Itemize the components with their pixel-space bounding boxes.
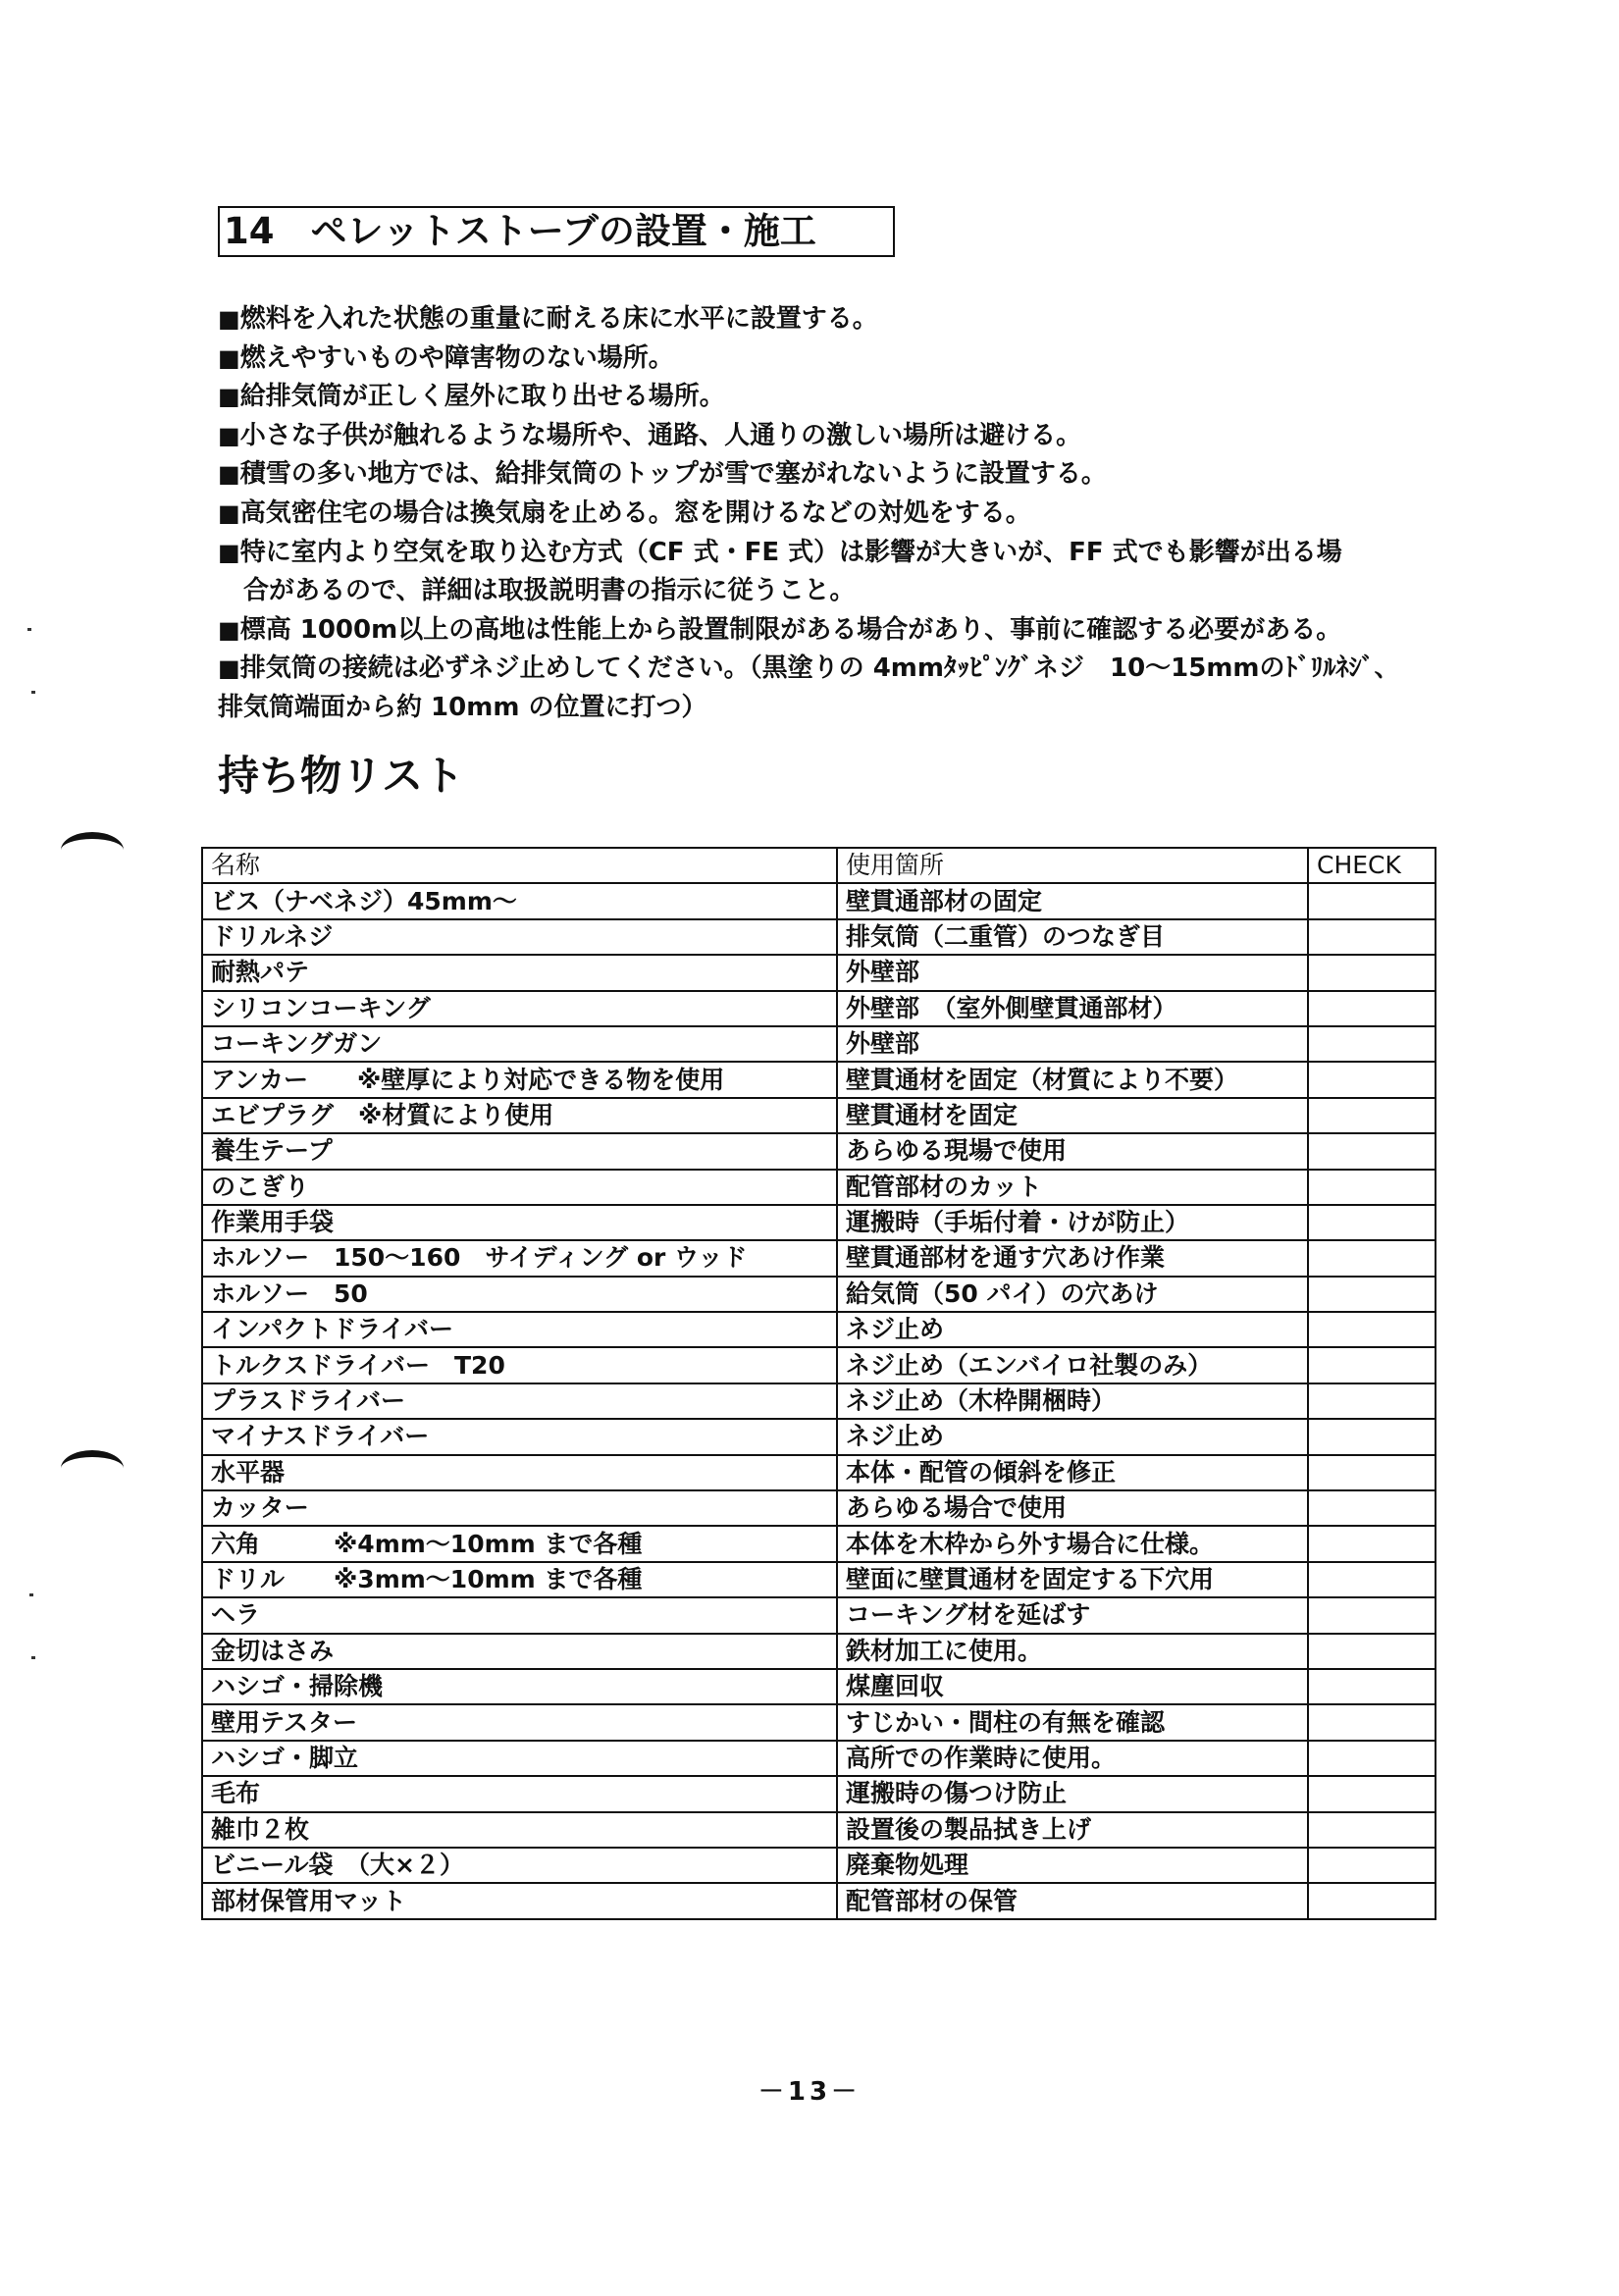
item-check-cell [1308,1669,1436,1704]
item-name-cell: 部材保管用マット [202,1883,837,1918]
item-check-cell [1308,1490,1436,1526]
item-name-cell: 作業用手袋 [202,1205,837,1240]
table-row [202,1741,1436,1776]
scan-speck [31,1656,35,1659]
item-check-cell [1308,1205,1436,1240]
bullet-item [218,495,1454,534]
item-name-cell: マイナスドライバー [202,1419,837,1454]
item-check-cell [1308,1455,1436,1490]
scan-speck [27,628,31,631]
item-name-cell: ハシゴ・掃除機 [202,1669,837,1704]
item-place-cell: 本体・配管の傾斜を修正 [837,1455,1308,1490]
table-row [202,1312,1436,1347]
bullet-text: 燃料を入れた状態の重量に耐える床に水平に設置する。 [239,304,878,334]
table-row [202,1277,1436,1312]
table-row [202,955,1436,990]
table-row [202,1419,1436,1454]
bullet-mark: ■ [218,343,240,372]
bullet-text: 排気筒端面から約 10mm の位置に打つ） [218,692,707,722]
item-place-cell: 本体を木枠から外す場合に仕様。 [837,1526,1308,1561]
bullet-text: 標高 1000m以上の高地は性能上から設置制限がある場合があり、事前に確認する必要がある。 [239,614,1342,645]
item-name-cell: ビス（ナベネジ）45mm～ [202,883,837,918]
item-name-cell: ドリル ※3mm～10mm まで各種 [202,1562,837,1597]
table-header-row [202,848,1436,883]
item-name-cell: コーキングガン [202,1026,837,1062]
item-check-cell [1308,1133,1436,1169]
item-check-cell [1308,1634,1436,1669]
item-check-cell [1308,1883,1436,1918]
item-place-cell: 壁貫通部材の固定 [837,883,1308,918]
bullet-item [218,300,1454,339]
header-check: CHECK [1308,848,1436,883]
table-row [202,1133,1436,1169]
bullet-item [218,417,1454,456]
item-name-cell: 金切はさみ [202,1634,837,1669]
item-check-cell [1308,1383,1436,1419]
table-row [202,1347,1436,1383]
item-check-cell [1308,1776,1436,1811]
item-name-cell: アンカー ※壁厚により対応できる物を使用 [202,1062,837,1097]
item-name-cell: 耐熱パテ [202,955,837,990]
bullet-mark: ■ [218,498,240,527]
bullet-text: 排気筒の接続は必ずネジ止めしてください。（黒塗りの 4mmﾀｯﾋﾟﾝｸﾞネジ 10～15mmのﾄﾞﾘﾙﾈｼﾞ、 [239,653,1400,684]
item-place-cell: 外壁部 [837,955,1308,990]
bullet-text: 燃えやすいものや障害物のない場所。 [239,342,674,373]
table-row [202,1170,1436,1205]
item-name-cell: ハシゴ・脚立 [202,1741,837,1776]
item-place-cell: ネジ止め [837,1312,1308,1347]
item-place-cell: 壁貫通材を固定 [837,1098,1308,1133]
bullet-item [218,455,1454,495]
item-place-cell: 給気筒（50 パイ）の穴あけ [837,1277,1308,1312]
item-check-cell [1308,1277,1436,1312]
item-name-cell: ヘラ [202,1597,837,1633]
item-name-cell: カッター [202,1490,837,1526]
item-place-cell: 排気筒（二重管）のつなぎ目 [837,919,1308,955]
table-row [202,1062,1436,1097]
page-number: －13－ [757,2077,862,2107]
item-name-cell: 壁用テスター [202,1704,837,1740]
bullet-item [218,339,1454,379]
bullet-item [218,689,1454,728]
item-place-cell: 運搬時（手垢付着・けが防止） [837,1205,1308,1240]
table-row [202,919,1436,955]
item-place-cell: あらゆる場合で使用 [837,1490,1308,1526]
table-row [202,1883,1436,1918]
item-name-cell: のこぎり [202,1170,837,1205]
bullet-mark: ■ [218,383,240,411]
table-row [202,1704,1436,1740]
item-check-cell [1308,1597,1436,1633]
table-row [202,1669,1436,1704]
item-check-cell [1308,1526,1436,1561]
item-check-cell [1308,991,1436,1026]
item-place-cell: 鉄材加工に使用。 [837,1634,1308,1669]
item-place-cell: 煤塵回収 [837,1669,1308,1704]
table-row [202,1848,1436,1883]
item-place-cell: 運搬時の傷つけ防止 [837,1776,1308,1811]
item-name-cell: ビニール袋 （大×２） [202,1848,837,1883]
item-check-cell [1308,883,1436,918]
item-name-cell: プラスドライバー [202,1383,837,1419]
table-row [202,1526,1436,1561]
bullet-mark: ■ [218,305,240,333]
table-row [202,1205,1436,1240]
table-row [202,1597,1436,1633]
table-row [202,1634,1436,1669]
item-place-cell: あらゆる現場で使用 [837,1133,1308,1169]
bullet-item [218,534,1454,611]
bullet-continuation: 合があるので、詳細は取扱説明書の指示に従うこと。 [243,576,856,606]
binding-hole-mark [61,1450,124,1487]
item-check-cell [1308,1240,1436,1276]
item-place-cell: コーキング材を延ばす [837,1597,1308,1633]
item-check-cell [1308,1562,1436,1597]
binding-hole-mark [61,832,124,868]
item-check-cell [1308,1347,1436,1383]
bullet-text: 高気密住宅の場合は換気扇を止める。窓を開けるなどの対処をする。 [239,497,1031,528]
item-place-cell: 高所での作業時に使用。 [837,1741,1308,1776]
list-title: 持ち物リスト [218,752,465,800]
table-row [202,1455,1436,1490]
item-name-cell: ホルソー 150～160 サイディング or ウッド [202,1240,837,1276]
bullet-mark: ■ [218,538,240,566]
table-row [202,1562,1436,1597]
bullet-item [218,611,1454,651]
table-row [202,1812,1436,1848]
table-row [202,1490,1436,1526]
item-place-cell: 設置後の製品拭き上げ [837,1812,1308,1848]
item-place-cell: 壁貫通部材を通す穴あけ作業 [837,1240,1308,1276]
item-place-cell: 配管部材のカット [837,1170,1308,1205]
scan-speck [31,691,35,694]
bullet-text: 積雪の多い地方では、給排気筒のトップが雪で塞がれないように設置する。 [239,459,1107,490]
table-row [202,1383,1436,1419]
table-row [202,1240,1436,1276]
table-row [202,1026,1436,1062]
header-place: 使用箇所 [837,848,1308,883]
bullet-text: 特に室内より空気を取り込む方式（CF 式・FE 式）は影響が大きいが、FF 式でも影響が出る場 [239,537,1342,567]
item-name-cell: 雑巾２枚 [202,1812,837,1848]
item-check-cell [1308,1312,1436,1347]
table-row [202,883,1436,918]
item-place-cell: ネジ止め [837,1419,1308,1454]
item-name-cell: ホルソー 50 [202,1277,837,1312]
bullet-item [218,650,1454,689]
item-check-cell [1308,1098,1436,1133]
bullet-mark: ■ [218,421,240,449]
bullet-item [218,378,1454,417]
item-name-cell: 六角 ※4mm～10mm まで各種 [202,1526,837,1561]
table-row [202,991,1436,1026]
item-place-cell: 外壁部 [837,1026,1308,1062]
section-title: 14 ペレットストーブの設置・施工 [218,206,895,257]
item-check-cell [1308,1419,1436,1454]
table-row [202,1776,1436,1811]
item-name-cell: 養生テープ [202,1133,837,1169]
item-name-cell: 毛布 [202,1776,837,1811]
belongings-checklist-table [201,847,1436,1920]
item-check-cell [1308,1026,1436,1062]
bullet-text: 給排気筒が正しく屋外に取り出せる場所。 [239,382,725,412]
item-name-cell: インパクトドライバー [202,1312,837,1347]
item-place-cell: 配管部材の保管 [837,1883,1308,1918]
item-name-cell: トルクスドライバー T20 [202,1347,837,1383]
item-check-cell [1308,1812,1436,1848]
item-place-cell: すじかい・間柱の有無を確認 [837,1704,1308,1740]
item-name-cell: ドリルネジ [202,919,837,955]
item-check-cell [1308,1848,1436,1883]
item-name-cell: シリコンコーキング [202,991,837,1026]
item-place-cell: ネジ止め（エンバイロ社製のみ） [837,1347,1308,1383]
header-name: 名称 [202,848,837,883]
scan-speck [29,1593,33,1596]
item-check-cell [1308,919,1436,955]
item-check-cell [1308,1741,1436,1776]
bullet-mark: ■ [218,460,240,489]
item-name-cell: 水平器 [202,1455,837,1490]
item-place-cell: 壁面に壁貫通材を固定する下穴用 [837,1562,1308,1597]
bullet-mark: ■ [218,654,240,683]
bullet-text: 小さな子供が触れるような場所や、通路、人通りの激しい場所は避ける。 [239,420,1082,450]
item-place-cell: 壁貫通材を固定（材質により不要） [837,1062,1308,1097]
item-check-cell [1308,1062,1436,1097]
installation-notes [218,300,1454,728]
table-row [202,1098,1436,1133]
item-check-cell [1308,1704,1436,1740]
item-check-cell [1308,955,1436,990]
item-place-cell: ネジ止め（木枠開梱時） [837,1383,1308,1419]
bullet-mark: ■ [218,615,240,644]
item-name-cell: エビプラグ ※材質により使用 [202,1098,837,1133]
item-place-cell: 廃棄物処理 [837,1848,1308,1883]
item-place-cell: 外壁部 （室外側壁貫通部材） [837,991,1308,1026]
item-check-cell [1308,1170,1436,1205]
